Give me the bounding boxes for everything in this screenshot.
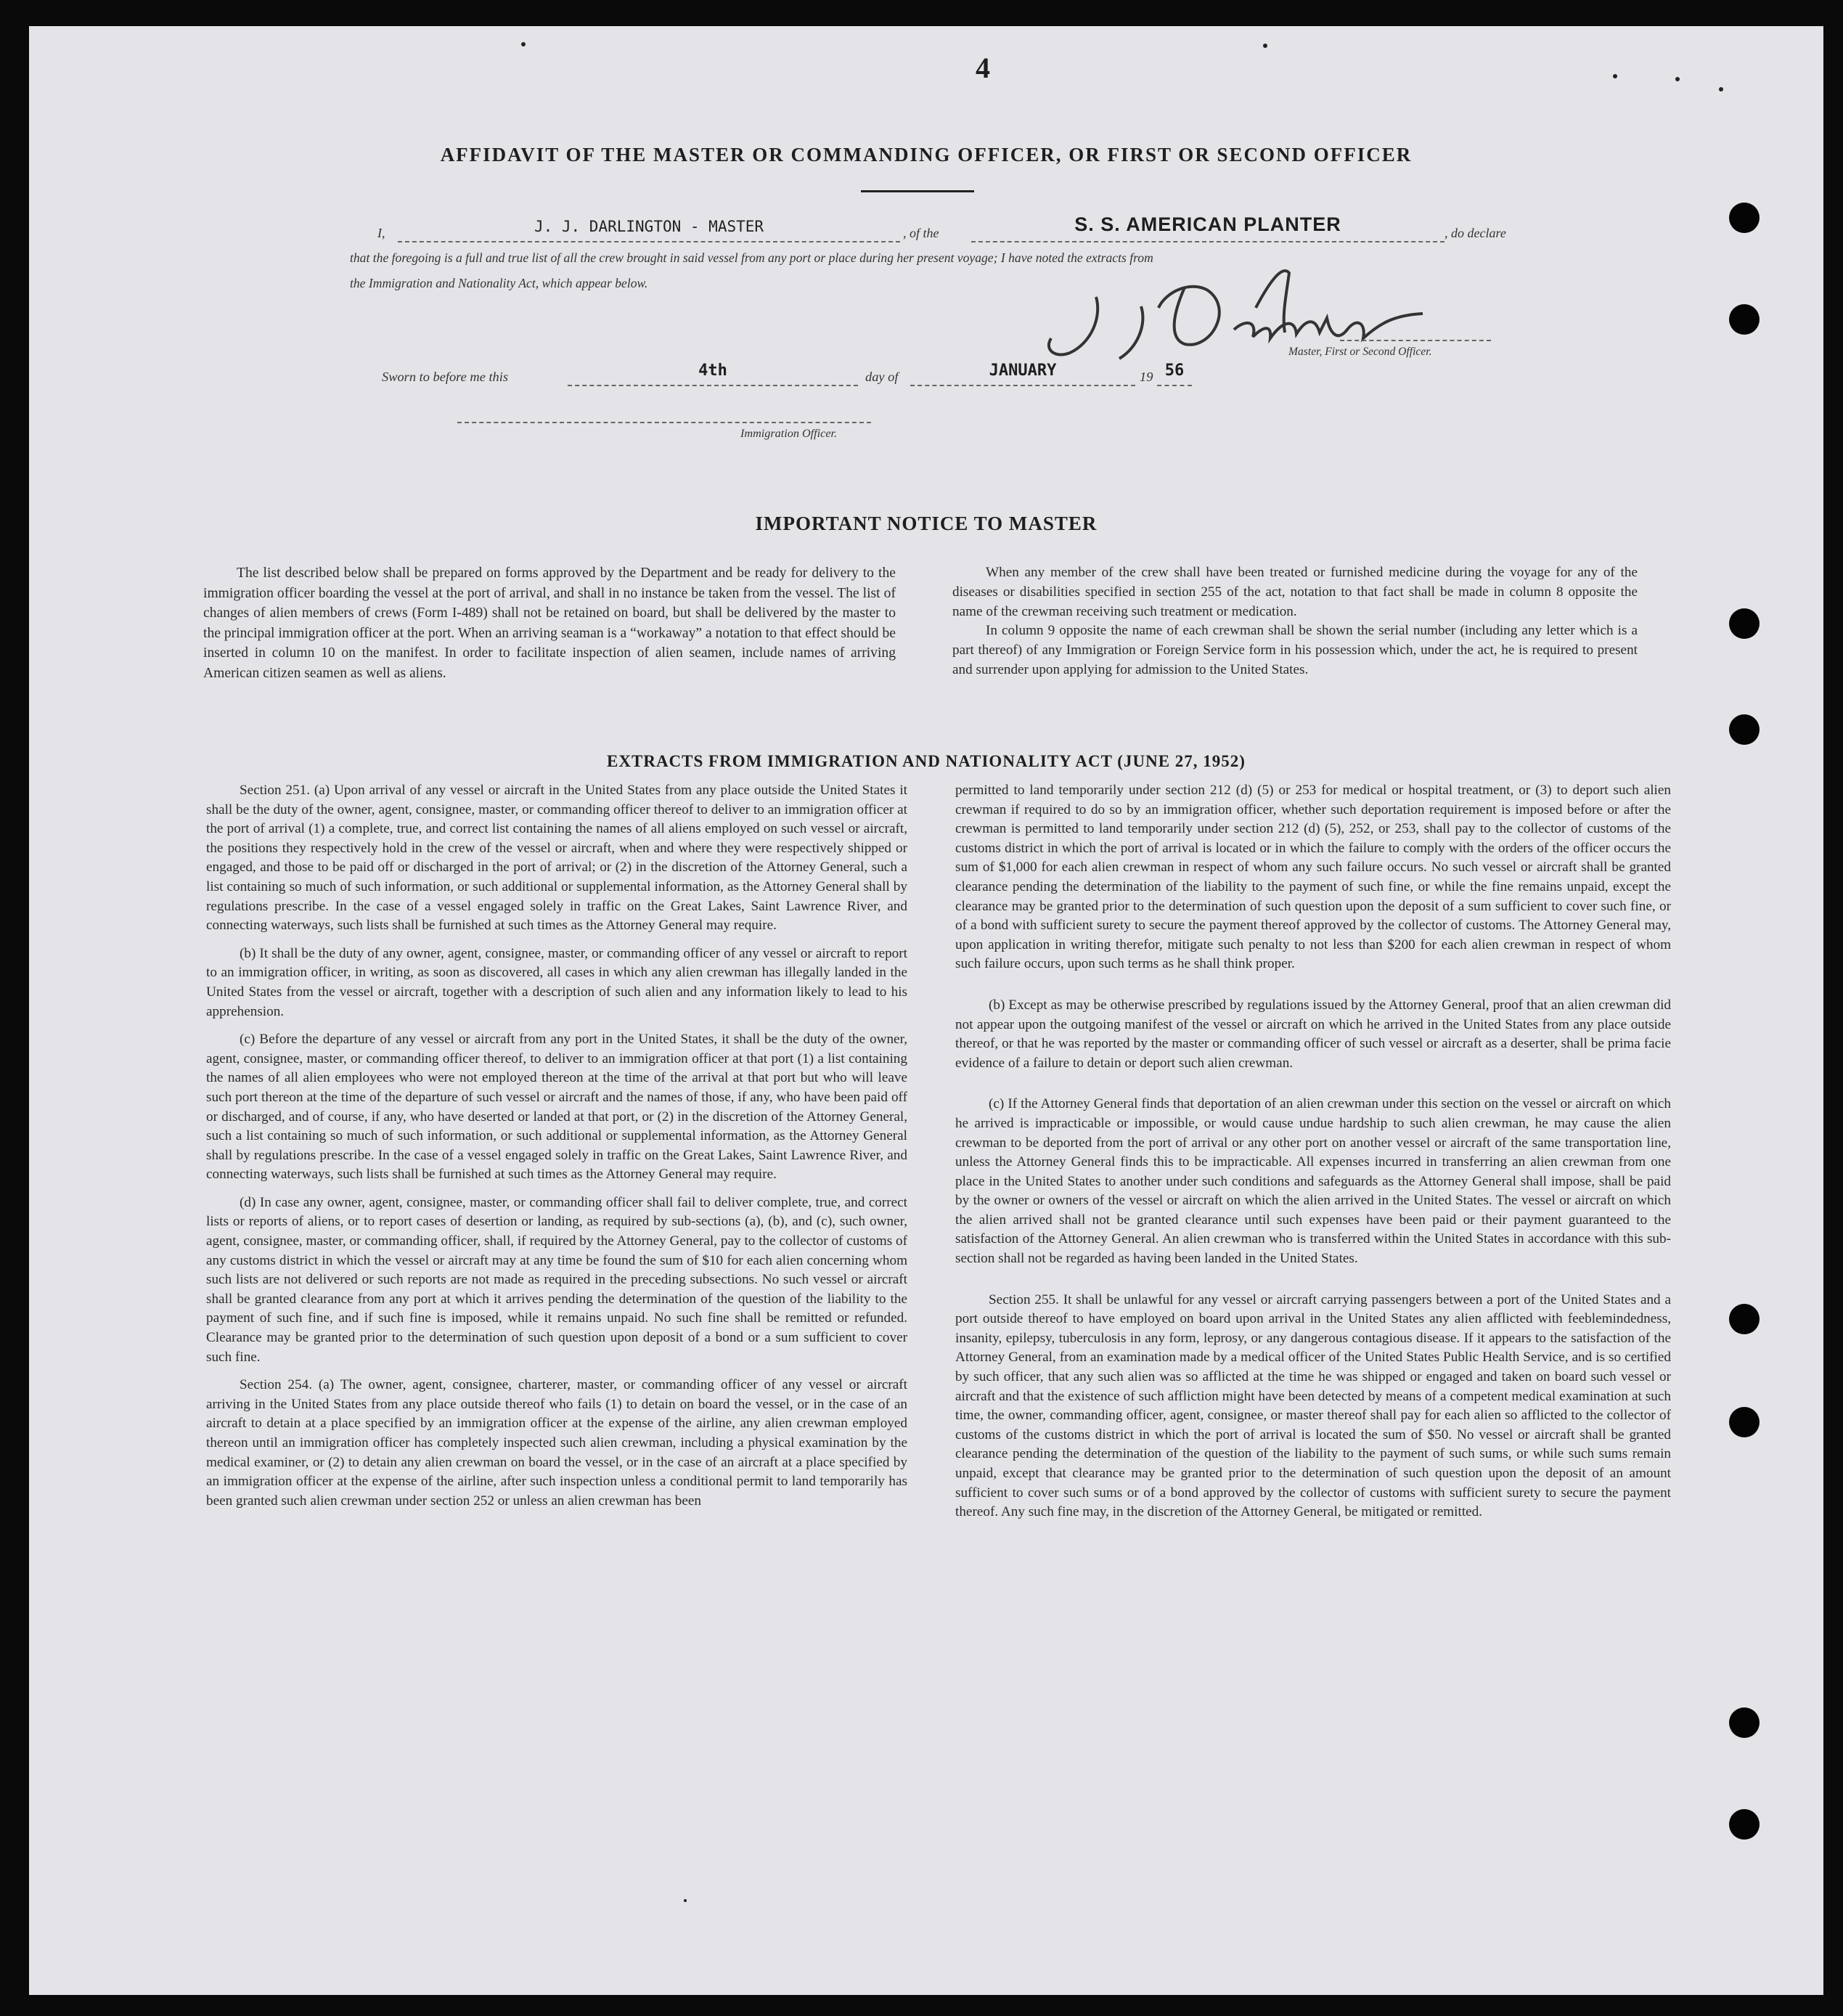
notice-right-paragraph-2: In column 9 opposite the name of each crewman shall be shown the serial number (including any letter which is a part thereof) of any Immigration or Foreign Service form in his possession which, under the act, he is required to present and surrender upon applying for admission to the United States. bbox=[952, 623, 1638, 677]
extract-paragraph: Section 251. (a) Upon arrival of any vessel or aircraft in the United States from any place outside the United States it shall be the duty of the owner, agent, consignee, master, or commanding officer thereof to deliver to an immigration officer at the port of arrival (1) a complete, true, and correct list containing the names of all aliens employed on such vessel or aircraft, the positions they respectively hold in the crew of the vessel or aircraft, when and where they were respectively shipped or engaged, and those to be paid off or discharged in the port of arrival; or (2) in the discretion of the Attorney General, such a list containing so much of such information, or such additional or supplemental information, as the Attorney General shall by regulations prescribe. In the case of a vessel engaged solely in traffic on the Great Lakes, Saint Lawrence River, and connecting waterways, such lists shall be furnished at such times as the Attorney General may require. bbox=[206, 783, 907, 934]
i-label: I, bbox=[377, 226, 385, 240]
notice-left-paragraph: The list described below shall be prepared on forms approved by the Department and be ready for delivery to the immigration officer boarding the vessel at the port of arrival, and shall in no instance be taken from the vessel. The list of changes of alien members of crews (Form I-489) shall not be retained on board, but shall be delivered by the master to the principal immigration officer at the port. When an arriving seaman is a “workaway” a notation to that effect should be inserted in column 10 on the manifest. In order to facilitate inspection of alien seamen, include names of arriving American citizen seamen as well as aliens. bbox=[203, 566, 896, 681]
year-prefix: 19 bbox=[1140, 370, 1153, 384]
vessel-name-field bbox=[971, 212, 1444, 242]
extract-paragraph: Section 254. (a) The owner, agent, consignee, charterer, master, or commanding officer of any vessel or aircraft arriving in the United States from any place outside thereof who fails (1) to detain on board the vessel, or in the case of an aircraft to detain at a place specified by an immigration officer at the expense of the airline, any alien crewman employed thereon until an immigration officer has completely inspected such alien crewman, including a physical examination by the medical examiner, or (2) to detain any alien crewman on board the vessel, or in the case of an aircraft at a place specified by an immigration officer at the expense of the airline, after such inspection unless a conditional permit to land temporarily has been granted such alien crewman under section 252 or unless an alien crewman has been bbox=[206, 1377, 907, 1509]
scan-speck bbox=[684, 1899, 687, 1902]
document-page bbox=[29, 26, 1823, 1995]
punch-hole bbox=[1729, 1707, 1760, 1738]
sworn-label: Sworn to before me this bbox=[382, 370, 509, 384]
year-field bbox=[1157, 362, 1192, 386]
scan-speck bbox=[521, 42, 526, 46]
sworn-day-field bbox=[568, 362, 858, 386]
extract-paragraph: (b) Except as may be otherwise prescribed by regulations issued by the Attorney General, proof that an alien crewman did not appear upon the outgoing manifest of the vessel or aircraft on which he arrived in the United States from any place outside thereof, or that he was reported by the master or commanding officer of such vessel or aircraft as a deserter, shall be prima facie evidence of a failure to detain or deport such alien crewman. bbox=[955, 997, 1671, 1071]
declare-label: , do declare bbox=[1444, 226, 1506, 240]
punch-hole bbox=[1729, 1304, 1760, 1334]
extract-paragraph: (c) If the Attorney General finds that deportation of an alien crewman under this section on the vessel or aircraft on which he arrived is impracticable or impossible, or would cause undue hardship to such alien crewman, he may cause the alien crewman to be deported from the port of arrival or any other port on another vessel or aircraft of the same transportation line, unless the Attorney General finds this to be impracticable. All expenses incurred in transferring an alien crewman from one place in the United States to another under such conditions and safeguards as the Attorney General shall impose, shall be paid by the owner or owners of the vessel or aircraft on which the alien arrived in the United States. The vessel or aircraft on which the alien arrived shall not be granted clearance until such expenses have been paid or their payment guaranteed to the satisfaction of the Attorney General. An alien crewman who is transferred within the United States in accordance with this sub-section shall not be regarded as having been landed in the United States. bbox=[955, 1096, 1671, 1267]
sworn-month-field bbox=[910, 362, 1135, 386]
extract-paragraph: (b) It shall be the duty of any owner, agent, consignee, master, or commanding officer of any vessel or aircraft to report to an immigration officer, in writing, as soon as discovered, all cases in which any alien crewman has illegally landed in the United States from the vessel or aircraft, together with a description of such alien and any information likely to lead to his apprehension. bbox=[206, 945, 907, 1019]
extract-paragraph: permitted to land temporarily under section 212 (d) (5) or 253 for medical or hospital treatment, or (3) to deport such alien crewman if required to do so by an immigration officer, whether such deportation requirement is imposed before or after the crewman is permitted to land temporarily under section 212 (d) (5), 252, or 253, shall pay to the collector of customs of the customs district in which the port of arrival is located or in which the failure to comply with the orders of the officer occurs the sum of $1,000 for each alien crewman in respect of whom any such failure occurs. No such vessel or aircraft shall be granted clearance pending the determination of the liability to the payment of such fine, or while the fine remains unpaid, except the clearance may be granted prior to the determination of such question upon the deposit of a sum sufficient to cover such fine, or of a bond with sufficient surety to secure the payment thereof approved by the collector of customs. The Attorney General may, upon application in writing therefor, mitigate such penalty to not less than $200 for each alien crewman in respect of whom such failure occurs, upon such terms as he shall think proper. bbox=[955, 783, 1671, 972]
page-number: 4 bbox=[976, 52, 990, 84]
punch-hole bbox=[1729, 714, 1760, 745]
notice-right-column bbox=[952, 563, 1638, 680]
officer-name: J. J. DARLINGTON - MASTER bbox=[534, 218, 764, 235]
affidavit-title: AFFIDAVIT OF THE MASTER OR COMMANDING OFFICER, OR FIRST OR SECOND OFFICER bbox=[440, 144, 1413, 166]
signature-line bbox=[1340, 340, 1491, 341]
punch-hole bbox=[1729, 1809, 1760, 1840]
sworn-day: 4th bbox=[698, 362, 727, 380]
sworn-month: JANUARY bbox=[989, 362, 1057, 380]
scan-speck bbox=[1719, 87, 1723, 91]
scan-speck bbox=[1613, 74, 1617, 78]
statement-line-1: that the foregoing is a full and true list of all the crew brought in said vessel from any port or place during her present voyage; I have noted the extracts from bbox=[350, 250, 1153, 265]
officer-name-field bbox=[398, 218, 900, 242]
punch-hole bbox=[1729, 1407, 1760, 1437]
extract-paragraph: (c) Before the departure of any vessel or aircraft from any port in the United States, it shall be the duty of the owner, agent, consignee, master, or commanding officer thereof, to deliver to an immigration officer at that port (1) a list containing the names of all alien employees who were not employed thereon at the time of the arrival at that port but who will leave such port thereon at the time of the departure of such vessel or aircraft and the names of those, if any, who have been paid off or discharged, and of course, if any, who have deserted or landed at that port, or (2) in the discretion of the Attorney General, such a list containing so much of such information, or such additional or supplemental information, as the Attorney General shall by regulations prescribe. In the case of a vessel engaged solely in traffic on the Great Lakes, Saint Lawrence River, and connecting waterways, such lists shall be furnished at such times as the Attorney General may require. bbox=[206, 1032, 907, 1183]
signature-caption: Master, First or Second Officer. bbox=[1288, 346, 1432, 358]
vessel-name: S. S. AMERICAN PLANTER bbox=[1074, 213, 1341, 235]
extract-paragraph: (d) In case any owner, agent, consignee, master, or commanding officer shall fail to deliver complete, true, and correct lists or reports of aliens, or to report cases of desertion or landing, as required by sub-sections (a), (b), and (c), such owner, agent, consignee, master, or commanding officer, shall, if required by the Attorney General, pay to the collector of customs of any customs district in which the vessel or aircraft may at any time be found the sum of $10 for each alien concerning whom such lists are not delivered or such reports are not made as required in the preceding subsections. No such vessel or aircraft shall be granted clearance from any port at which it arrives pending the determination of the question of the liability to the payment of such fine, and if such fine is imposed, while it remains unpaid. No such fine shall be remitted or refunded. Clearance may be granted prior to the determination of such question upon deposit of a bond or a sum sufficient to cover such fine. bbox=[206, 1194, 907, 1365]
extracts-left-column bbox=[206, 781, 907, 1519]
notice-right-paragraph-1: When any member of the crew shall have been treated or furnished medicine during the voyage for any of the diseases or disabilities specified in section 255 of the act, notation to that fact shall be made in column 8 opposite the name of the crewman receiving such treatment or medication. bbox=[952, 565, 1638, 619]
of-the-label: , of the bbox=[903, 226, 939, 240]
officer-caption: Immigration Officer. bbox=[740, 427, 838, 440]
punch-hole bbox=[1729, 304, 1760, 335]
year-suffix: 56 bbox=[1164, 362, 1185, 380]
title-rule bbox=[861, 190, 974, 192]
punch-hole bbox=[1729, 203, 1760, 233]
day-of-label: day of bbox=[865, 370, 899, 384]
punch-hole bbox=[1729, 608, 1760, 639]
notice-left-column bbox=[203, 563, 896, 684]
scan-speck bbox=[1263, 44, 1267, 48]
extract-paragraph: Section 255. It shall be unlawful for any vessel or aircraft carrying passengers between a port of the United States and a port outside thereof to have employed on board upon arrival in the United States any alien afflicted with feeblemindedness, insanity, epilepsy, tuberculosis in any form, leprosy, or any dangerous contagious disease. If it appears to the satisfaction of the Attorney General, from an examination made by a medical officer of the United States Public Health Service, and is so certified by such officer, that any such alien was so afflicted at the time he was shipped or engaged and taken on board such vessel or aircraft and that the existence of such affliction might have been detected by means of a competent medical examination at such time, the owner, commanding officer, agent, consignee, or master thereof shall pay for each alien so afflicted to the collector of customs of the customs district in which the port of arrival is located the sum of $50. No vessel or aircraft shall be granted clearance pending the determination of the question of the liability to the payment of such sums, or while such sums remain unpaid, except that clearance may be granted prior to the determination of such question upon the deposit of an amount sufficient to cover such sums or of a bond approved by the collector of customs with sufficient surety to secure the payment thereof. Any such fine may, in the discretion of the Attorney General, be mitigated or remitted. bbox=[955, 1291, 1671, 1520]
signature-mark bbox=[1016, 257, 1524, 373]
notice-title: IMPORTANT NOTICE TO MASTER bbox=[755, 513, 1098, 534]
extracts-title: EXTRACTS FROM IMMIGRATION AND NATIONALITY ACT (JUNE 27, 1952) bbox=[607, 752, 1246, 770]
scan-speck bbox=[1675, 77, 1680, 81]
extracts-right-column bbox=[955, 781, 1671, 1531]
statement-line-2: the Immigration and Nationality Act, which appear below. bbox=[350, 276, 648, 290]
officer-signature-line bbox=[457, 422, 871, 423]
